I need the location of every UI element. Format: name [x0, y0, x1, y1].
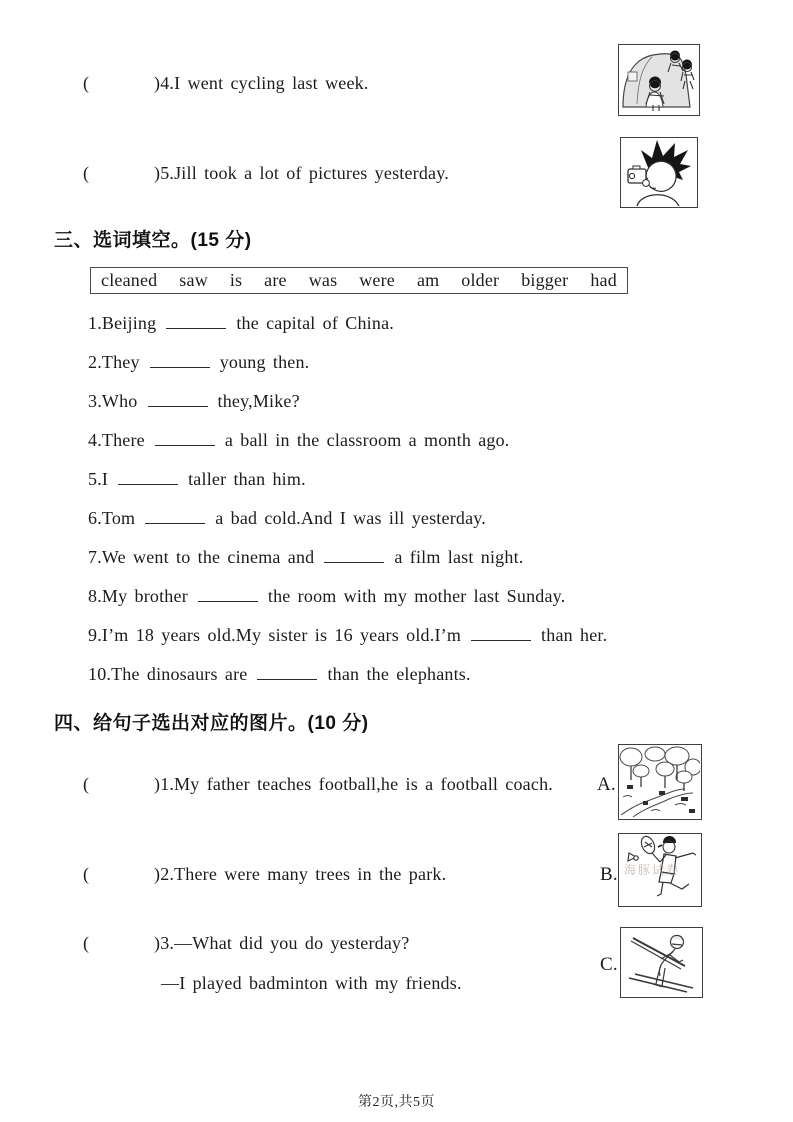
sentence-3 — [88, 390, 607, 412]
sentence-7 — [88, 546, 607, 568]
word-bank — [90, 267, 628, 294]
sentence-text: taller than him. — [188, 469, 306, 489]
option-a-image — [618, 744, 702, 820]
park-illustration — [619, 745, 700, 818]
sentence-text: 1.Beijing — [88, 313, 157, 333]
sentence-text: 9.I’m 18 years old.My sister is 16 years old.I’m — [88, 625, 462, 645]
sentence-text: young then. — [219, 352, 310, 372]
answer-blank — [148, 393, 208, 407]
match-item-3 — [83, 932, 409, 954]
answer-paren: ( ) — [83, 163, 161, 183]
sentence-text: the room with my mother last Sunday. — [267, 586, 566, 606]
question-text: 1.My father teaches football,he is a football coach. — [160, 774, 553, 794]
sentence-text: they,Mike? — [217, 391, 300, 411]
question-item-5 — [83, 162, 449, 184]
word-bank-word: were — [359, 270, 395, 290]
question-text: 4.I went cycling last week. — [160, 73, 369, 93]
sentence-8 — [88, 585, 607, 607]
answer-paren: ( ) — [83, 774, 161, 794]
question-text: 3.—What did you do yesterday? — [160, 933, 410, 953]
sentence-4 — [88, 429, 607, 451]
sentence-text: 6.Tom — [88, 508, 136, 528]
answer-paren: ( ) — [83, 864, 161, 884]
answer-blank — [150, 354, 210, 368]
answer-blank — [257, 666, 317, 680]
word-bank-word: cleaned — [101, 270, 158, 290]
answer-blank — [166, 315, 226, 329]
question-text: —I played badminton with my friends. — [161, 973, 462, 993]
option-label-c: C. — [600, 954, 618, 975]
sentence-2 — [88, 351, 607, 373]
match-item-1 — [83, 773, 553, 795]
question-text: 2.There were many trees in the park. — [160, 864, 447, 884]
sentence-text: 7.We went to the cinema and — [88, 547, 315, 567]
word-bank-word: older — [461, 270, 500, 290]
word-bank-word: saw — [179, 270, 208, 290]
match-item-2 — [83, 863, 446, 885]
section-4-heading: 四、给句子选出对应的图片。(10 分) — [54, 713, 369, 734]
option-b-image — [618, 833, 702, 907]
sentence-text: 2.They — [88, 352, 140, 372]
question-4-image — [618, 44, 700, 116]
option-label-b: B. — [600, 864, 618, 885]
sentence-1 — [88, 312, 607, 334]
answer-blank — [471, 627, 531, 641]
answer-paren: ( ) — [83, 73, 161, 93]
word-bank-word: am — [416, 270, 440, 290]
watermark-text: 海豚试卷 — [624, 863, 681, 877]
skiing-illustration — [621, 928, 701, 996]
sentence-text: a ball in the classroom a month ago. — [224, 430, 510, 450]
sentence-text: 3.Who — [88, 391, 138, 411]
question-5-image — [620, 137, 698, 208]
page-number: 第2页,共5页 — [358, 1095, 435, 1110]
sentence-text: 5.I — [88, 469, 109, 489]
answer-blank — [118, 471, 178, 485]
camping-illustration — [619, 45, 698, 114]
answer-blank — [198, 588, 258, 602]
question-item-4 — [83, 72, 369, 94]
sentence-text: than the elephants. — [327, 664, 471, 684]
sentence-text: 4.There — [88, 430, 145, 450]
sentence-text: a bad cold.And I was ill yesterday. — [215, 508, 487, 528]
sentence-5 — [88, 468, 607, 490]
sentence-text: than her. — [541, 625, 608, 645]
word-bank-word: had — [590, 270, 617, 290]
answer-blank — [324, 549, 384, 563]
taking-photo-illustration — [621, 138, 696, 206]
fill-blank-sentences — [88, 312, 607, 685]
word-bank-word: was — [308, 270, 338, 290]
match-item-3-reply — [161, 972, 462, 994]
sentence-text: 10.The dinosaurs are — [88, 664, 248, 684]
sentence-10 — [88, 663, 607, 685]
answer-paren: ( ) — [83, 933, 161, 953]
answer-blank — [145, 510, 205, 524]
option-label-a: A. — [597, 774, 616, 795]
sentence-9 — [88, 624, 607, 646]
sentence-text: 8.My brother — [88, 586, 188, 606]
section-3-heading: 三、选词填空。(15 分) — [54, 230, 252, 251]
question-text: 5.Jill took a lot of pictures yesterday. — [160, 163, 449, 183]
sentence-6 — [88, 507, 607, 529]
answer-blank — [155, 432, 215, 446]
sentence-text: a film last night. — [394, 547, 524, 567]
option-c-image — [620, 927, 703, 998]
sentence-text: the capital of China. — [236, 313, 394, 333]
word-bank-word: is — [229, 270, 243, 290]
word-bank-word: bigger — [521, 270, 569, 290]
word-bank-word: are — [264, 270, 287, 290]
